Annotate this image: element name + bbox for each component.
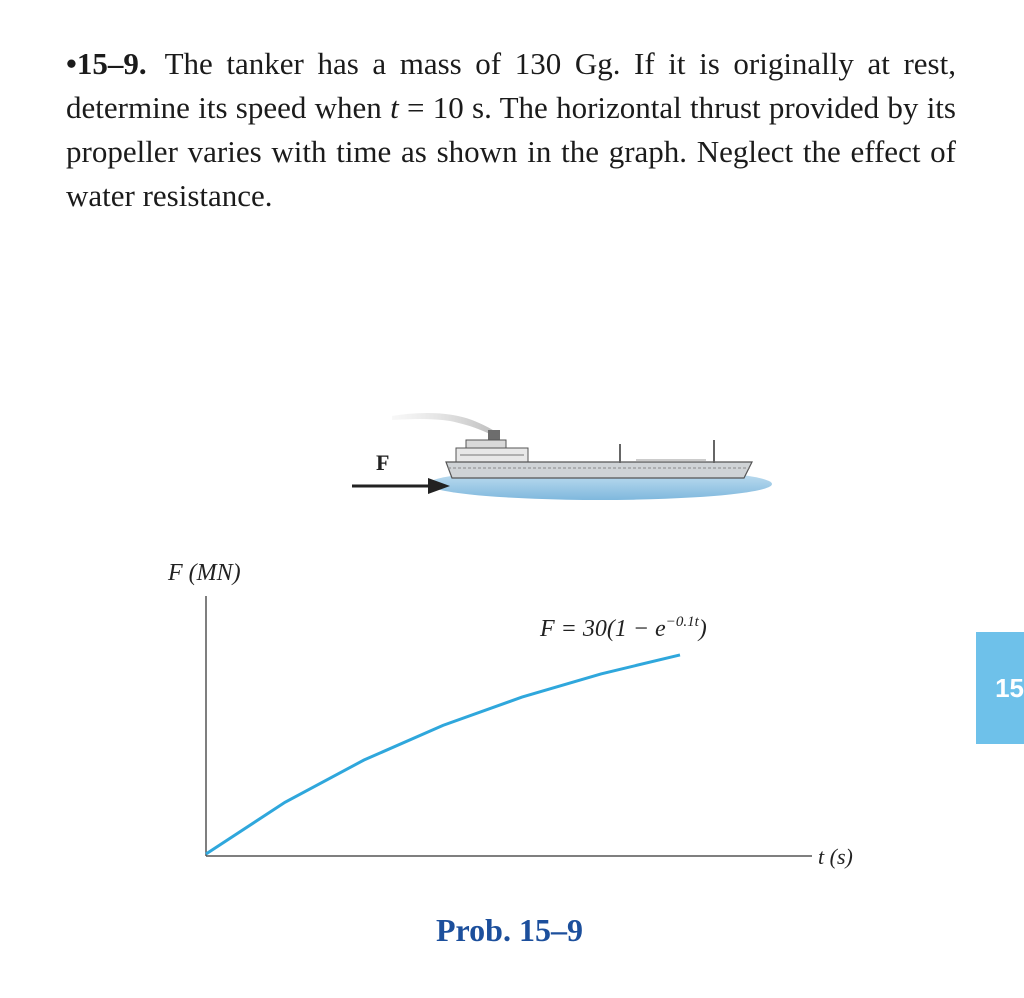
smoke (392, 413, 496, 436)
y-axis-label: F (MN) (168, 560, 241, 586)
thrust-arrow (352, 450, 450, 494)
problem-number: •15–9. (66, 46, 147, 81)
chapter-tab (976, 632, 1024, 744)
tanker-illustration (392, 413, 772, 500)
problem-text-part-2: = 10 s. The horizontal thrust provided by its propeller varies with time as shown in the graph. Neglect the effect of water resistance. (66, 90, 956, 213)
chapter-tab-number: 15 (995, 672, 1024, 703)
smokestack (488, 430, 500, 440)
force-curve (206, 655, 680, 854)
x-axis-label: t (s) (818, 844, 853, 869)
hull (446, 462, 752, 478)
figure-caption: Prob. 15–9 (436, 912, 583, 948)
force-time-graph (167, 560, 853, 869)
bridge-top (466, 440, 506, 448)
problem-text-part-1: The tanker has a mass of 130 Gg. If it is originally at rest, determine its speed when (66, 46, 956, 125)
equation-label: $F = 30(1 - e^{-0.1t})$ (540, 614, 707, 642)
time-variable: t (390, 90, 399, 125)
force-label: F (376, 450, 390, 475)
